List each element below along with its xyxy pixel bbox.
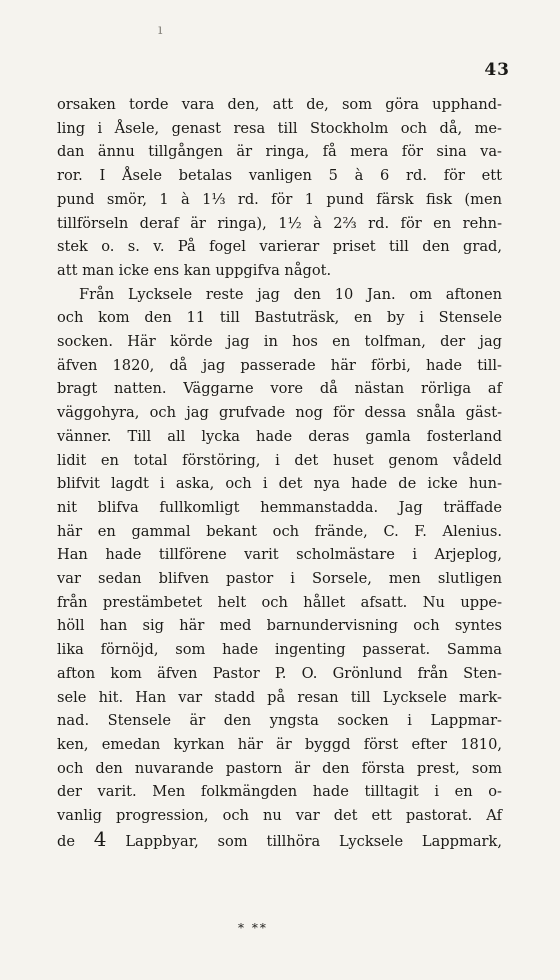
text-line: från prestämbetet helt och hållet afsatt. Nu uppe- (57, 593, 502, 611)
signature-mark: * ** (238, 921, 268, 935)
text-line: vänner. Till all lycka hade deras gamla fosterland (57, 427, 502, 445)
text-line: stek o. s. v. På fogel varierar priset till den grad, (57, 238, 502, 256)
text-line: var sedan blifven pastor i Sorsele, men slutligen (57, 570, 502, 588)
text-line: lika förnöjd, som hade ingenting passerat. Samma (57, 641, 502, 659)
text-line: vanlig progression, och nu var det ett pastorat. Af (57, 807, 502, 825)
text-line-indented (57, 283, 502, 307)
final-line-prefix: de (57, 832, 75, 850)
text-line: äfven 1820, då jag passerade här förbi, hade till- (57, 356, 502, 374)
text-line: höll han sig här med barnundervisning och syntes (57, 617, 502, 635)
text-line: afton kom äfven Pastor P. O. Grönlund från Sten- (57, 664, 502, 682)
text-line: nad. Stensele är den yngsta socken i Lappmar- (57, 712, 502, 730)
text-line: socken. Här körde jag in hos en tolfman, der jag (57, 333, 502, 351)
text-line: sele hit. Han var stadd på resan till Lycksele mark- (57, 688, 502, 706)
text-line: lidit en total förstöring, i det huset genom vådeld (57, 451, 502, 469)
top-mark: ı (158, 22, 163, 38)
text-line-final (57, 828, 502, 854)
text-line: tillförseln deraf är ringa), 1½ à 2⅔ rd. för en rehn- (57, 214, 502, 232)
text-line: Från Lycksele reste jag den 10 Jan. om aftonen (79, 285, 502, 303)
text-line: blifvit lagdt i aska, och i det nya hade de icke hun- (57, 475, 502, 493)
text-line: bragt natten. Väggarne vore då nästan rörliga af (57, 380, 502, 398)
text-line: der varit. Men folkmängden hade tilltagit i en o- (57, 783, 502, 801)
text-line: nit blifva fullkomligt hemmanstadda. Jag träffade (57, 498, 502, 516)
text-line: och kom den 11 till Bastuträsk, en by i Stensele (57, 309, 502, 327)
text-line: orsaken torde vara den, att de, som göra upphand- (57, 96, 502, 113)
body-text (57, 93, 502, 854)
text-line: och den nuvarande pastorn är den första prest, som (57, 759, 502, 777)
final-line-digit: 4 (93, 826, 107, 851)
text-line: ror. I Åsele betalas vanligen 5 à 6 rd. för ett (57, 167, 502, 185)
text-line: att man icke ens kan uppgifva något. (57, 261, 332, 279)
page-number: 43 (484, 60, 510, 80)
final-line-rest: Lappbyar, som tillhöra Lycksele Lappmark, (125, 832, 502, 850)
paragraph-2 (57, 283, 502, 854)
text-line: Han hade tillförene varit scholmästare i Arjeplog, (57, 546, 502, 564)
text-line: här en gammal bekant och frände, C. F. Alenius. (57, 522, 502, 540)
text-line: dan ännu tillgången är ringa, få mera för sina va- (57, 143, 502, 161)
paragraph-1 (57, 93, 502, 283)
text-line: ling i Åsele, genast resa till Stockholm och då, me- (57, 119, 502, 137)
text-line: väggohyra, och jag grufvade nog för dessa snåla gäst- (57, 404, 502, 422)
text-line: pund smör, 1 à 1⅓ rd. för 1 pund färsk fisk (men (57, 190, 502, 208)
text-line: ken, emedan kyrkan här är byggd först efter 1810, (57, 735, 502, 753)
